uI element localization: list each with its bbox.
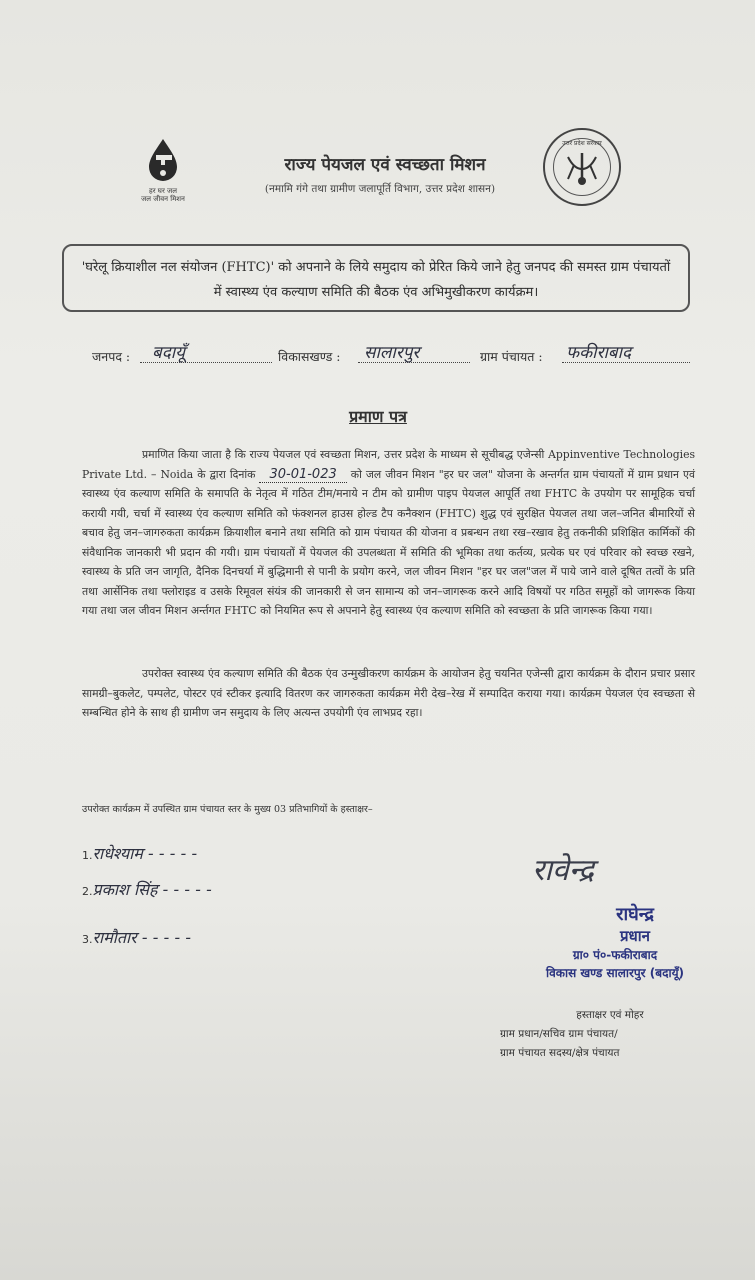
emblem-icon	[554, 139, 610, 195]
block-value: सालारपुर	[364, 343, 420, 363]
para1-part-b: को जल जीवन मिशन "हर घर जल" योजना के अन्तर्गत ग्राम पंचायतों में ग्राम प्रधान एवं स्वास्थ्य एंव कल्याण समिति के समापति के नेतृत्व में गठित टीम/मनाये न टीम को ग्रामीण पाइप पेयजल आपूर्ति तथा FHTC के उपयोग पर सामूहिक चर्चा करायी गयी, चर्चा में स्वास्थ्य एंव कल्याण समिति को फंक्शनल हाउस होल्ड टैप कनैक्शन (FHTC) शुद्ध एवं सुरक्षित पेयजल तथा जल–जनित बीमारियों से बचाव हेतु जन–जागरुकता कार्यक्रम क्रियाशील बनाने तथा समिति को ग्राम पंचायत की योजना व प्रबन्धन तथा रख–रखाव हेतु तकनीकी प्रशिक्षित कार्मिकों की संवैधानिक जानकारी भी प्रदान की गयी। ग्राम पंचायतों में पेयजल की उपलब्धता में समिति की भूमिका तथा कर्तव्य, प्रत्येक घर एवं परिवार को स्वच्छ रखने, स्वास्थ्य के प्रति जन जागृति, दैनिक दिनचर्या में बुद्धिमानी से पानी के प्रयोग करने, जल जीवन मिशन "हर घर जल"जल में पाये जाने वाले दूषित तत्वों के प्रति तथा आर्सेनिक तथा फ्लोराइड व उसके रिमूवल संयंत्र की जानकारी से जन सामान्य को जन–जागरूक करने आदि विषयों पर गठित समूहों को जागरूक किया गया तथा जल जीवन मिशन अर्न्तगत FHTC को नियमित रूप से अपनाने हेतु स्वास्थ्य एंव कल्याण समिति को स्वच्छता के प्रति जागरूक किया गया।	[82, 467, 696, 617]
paragraph-1	[82, 445, 695, 621]
pradhan-signature: रावेन्द्र	[532, 853, 594, 888]
certificate-heading: प्रमाण पत्र	[349, 407, 407, 426]
block-label: विकासखण्ड :	[278, 349, 341, 364]
logo-caption-1: हर घर जल	[149, 187, 177, 195]
logo-caption-2: जल जीवन मिशन	[141, 195, 185, 203]
signature-footer	[500, 1006, 720, 1063]
program-title-box: 'घरेलू क्रियाशील नल संयोजन (FHTC)' को अपनाने के लिये समुदाय को प्रेरित किये जाने हेतु जनपद की समस्त ग्राम पंचायतों में स्वास्थ्य एंव कल्याण समिति की बैठक एंव अभिमुखीकरण कार्यक्रम।	[62, 244, 690, 312]
witness-signature-1: 1.राधेश्याम - - - - -	[82, 844, 198, 863]
footer-line-1: हस्ताक्षर एवं मोहर	[576, 1009, 644, 1021]
stamp-block: विकास खण्ड सालारपुर (बदायूँ)	[545, 966, 685, 980]
district-label: जनपद :	[92, 349, 131, 364]
paragraph-2: उपरोक्त स्वास्थ्य एंव कल्याण समिति की बैठक एंव उन्मुखीकरण कार्यक्रम के आयोजन हेतु चयनित एजेन्सी द्वारा कार्यक्रम के दौरान प्रचार प्रसार सामग्री–बुकलेट, पम्पलेट, पोस्टर एवं स्टीकर इत्यादि वितरण कर जागरुकता कार्यक्रम मेरी देख–रेख में सम्पादित कराया गया। कार्यक्रम पेयजल एंव स्वच्छता से सम्बन्धित होने के साथ ही ग्रामीण जन समुदाय के लिए अत्यन्त उपयोगी एंव लाभप्रद रहा।	[82, 667, 695, 719]
witness-signature-3: 3.रामौतार - - - - -	[82, 928, 192, 947]
para1-part-a: प्रमाणित किया जाता है कि राज्य पेयजल एवं स्वच्छता मिशन, उत्तर प्रदेश के माध्यम से सूचीबद्ध एजेन्सी Appinventive Technologies Private Ltd. – Noida के द्वारा दिनांक	[82, 448, 695, 481]
footer-line-3: ग्राम पंचायत सदस्य/क्षेत्र पंचायत	[500, 1047, 620, 1059]
mission-title: राज्य पेयजल एवं स्वच्छता मिशन	[284, 155, 486, 175]
panchayat-label: ग्राम पंचायत :	[480, 349, 543, 364]
seal-text: उत्तर प्रदेश सरकार	[562, 140, 602, 147]
program-date: 30-01-023	[259, 467, 346, 483]
witness-intro: उपरोक्त कार्यक्रम में उपस्थित ग्राम पंचायत स्तर के मुख्य 03 प्रतिभागियों के हस्ताक्षर–	[82, 804, 373, 815]
footer-line-2: ग्राम प्रधान/सचिव ग्राम पंचायत/	[500, 1028, 618, 1040]
stamp-role: प्रधान	[620, 927, 650, 945]
water-drop-icon	[128, 135, 198, 187]
stamp-name: राघेन्द्र	[616, 904, 654, 925]
up-government-seal	[543, 128, 621, 206]
pradhan-stamp	[500, 904, 730, 982]
district-value: बदायूँ	[152, 343, 185, 363]
panchayat-value: फकीराबाद	[566, 343, 632, 363]
mission-subtitle: (नमामि गंगे तथा ग्रामीण जलापूर्ति विभाग, उत्तर प्रदेश शासन)	[264, 183, 496, 195]
stamp-village: ग्रा० पं०-फकीराबाद	[572, 948, 658, 962]
har-ghar-jal-logo	[128, 135, 198, 215]
witness-signature-2: 2.प्रकाश सिंह - - - - -	[82, 880, 212, 899]
